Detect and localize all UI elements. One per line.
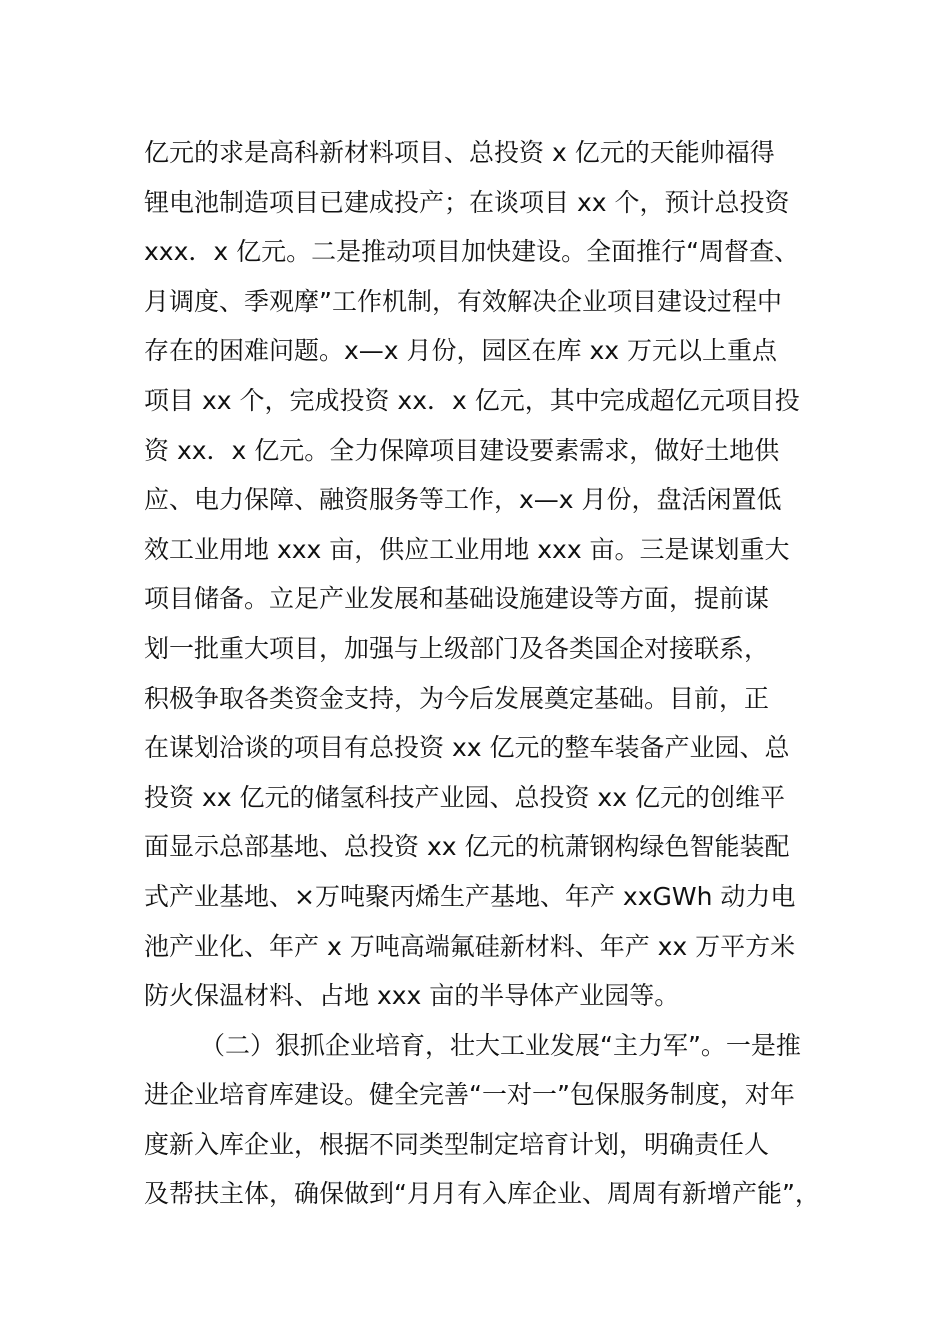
text-line: xxx．x 亿元。二是推动项目加快建设。全面推行“周督查、 (144, 237, 800, 267)
text-line: 项目储备。立足产业发展和基础设施建设等方面，提前谋 (144, 584, 770, 614)
text-line: 项目 xx 个，完成投资 xx．x 亿元，其中完成超亿元项目投 (144, 385, 800, 415)
text-line: 划一批重大项目，加强与上级部门及各类国企对接联系， (144, 633, 770, 663)
document-body (144, 128, 820, 1219)
text-line: 进企业培育库建设。健全完善“一对一”包保服务制度，对年 (144, 1080, 795, 1110)
text-line: 在谋划洽谈的项目有总投资 xx 亿元的整车装备产业园、总 (144, 733, 790, 763)
text-line: 防火保温材料、占地 xxx 亩的半导体产业园等。 (144, 981, 680, 1011)
text-line: 池产业化、年产 x 万吨高端氟硅新材料、年产 xx 万平方米 (144, 931, 796, 961)
text-line: 存在的困难问题。x—x 月份，园区在库 xx 万元以上重点 (144, 336, 778, 366)
text-line: 效工业用地 xxx 亩，供应工业用地 xxx 亩。三是谋划重大 (144, 534, 790, 564)
text-line: 式产业基地、×万吨聚丙烯生产基地、年产 xxGWh 动力电 (144, 881, 796, 911)
text-line: 资 xx．x 亿元。全力保障项目建设要素需求，做好土地供 (144, 435, 780, 465)
text-line: 应、电力保障、融资服务等工作，x—x 月份，盘活闲置低 (144, 485, 782, 515)
text-line: 投资 xx 亿元的储氢科技产业园、总投资 xx 亿元的创维平 (144, 782, 785, 812)
section-heading-line: （二）狠抓企业培育，壮大工业发展“主力军”。一是推 (200, 1030, 801, 1060)
text-line: 面显示总部基地、总投资 xx 亿元的杭萧钢构绿色智能装配 (144, 832, 790, 862)
text-line: 月调度、季观摩”工作机制，有效解决企业项目建设过程中 (144, 286, 782, 316)
text-line: 积极争取各类资金支持，为今后发展奠定基础。目前，正 (144, 683, 770, 713)
text-line: 度新入库企业，根据不同类型制定培育计划，明确责任人 (144, 1129, 770, 1159)
text-line: 锂电池制造项目已建成投产；在谈项目 xx 个，预计总投资 (144, 187, 790, 217)
text-line: 及帮扶主体，确保做到“月月有入库企业、周周有新增产能”， (144, 1179, 820, 1209)
text-line: 亿元的求是高科新材料项目、总投资 x 亿元的天能帅福得 (144, 138, 775, 167)
